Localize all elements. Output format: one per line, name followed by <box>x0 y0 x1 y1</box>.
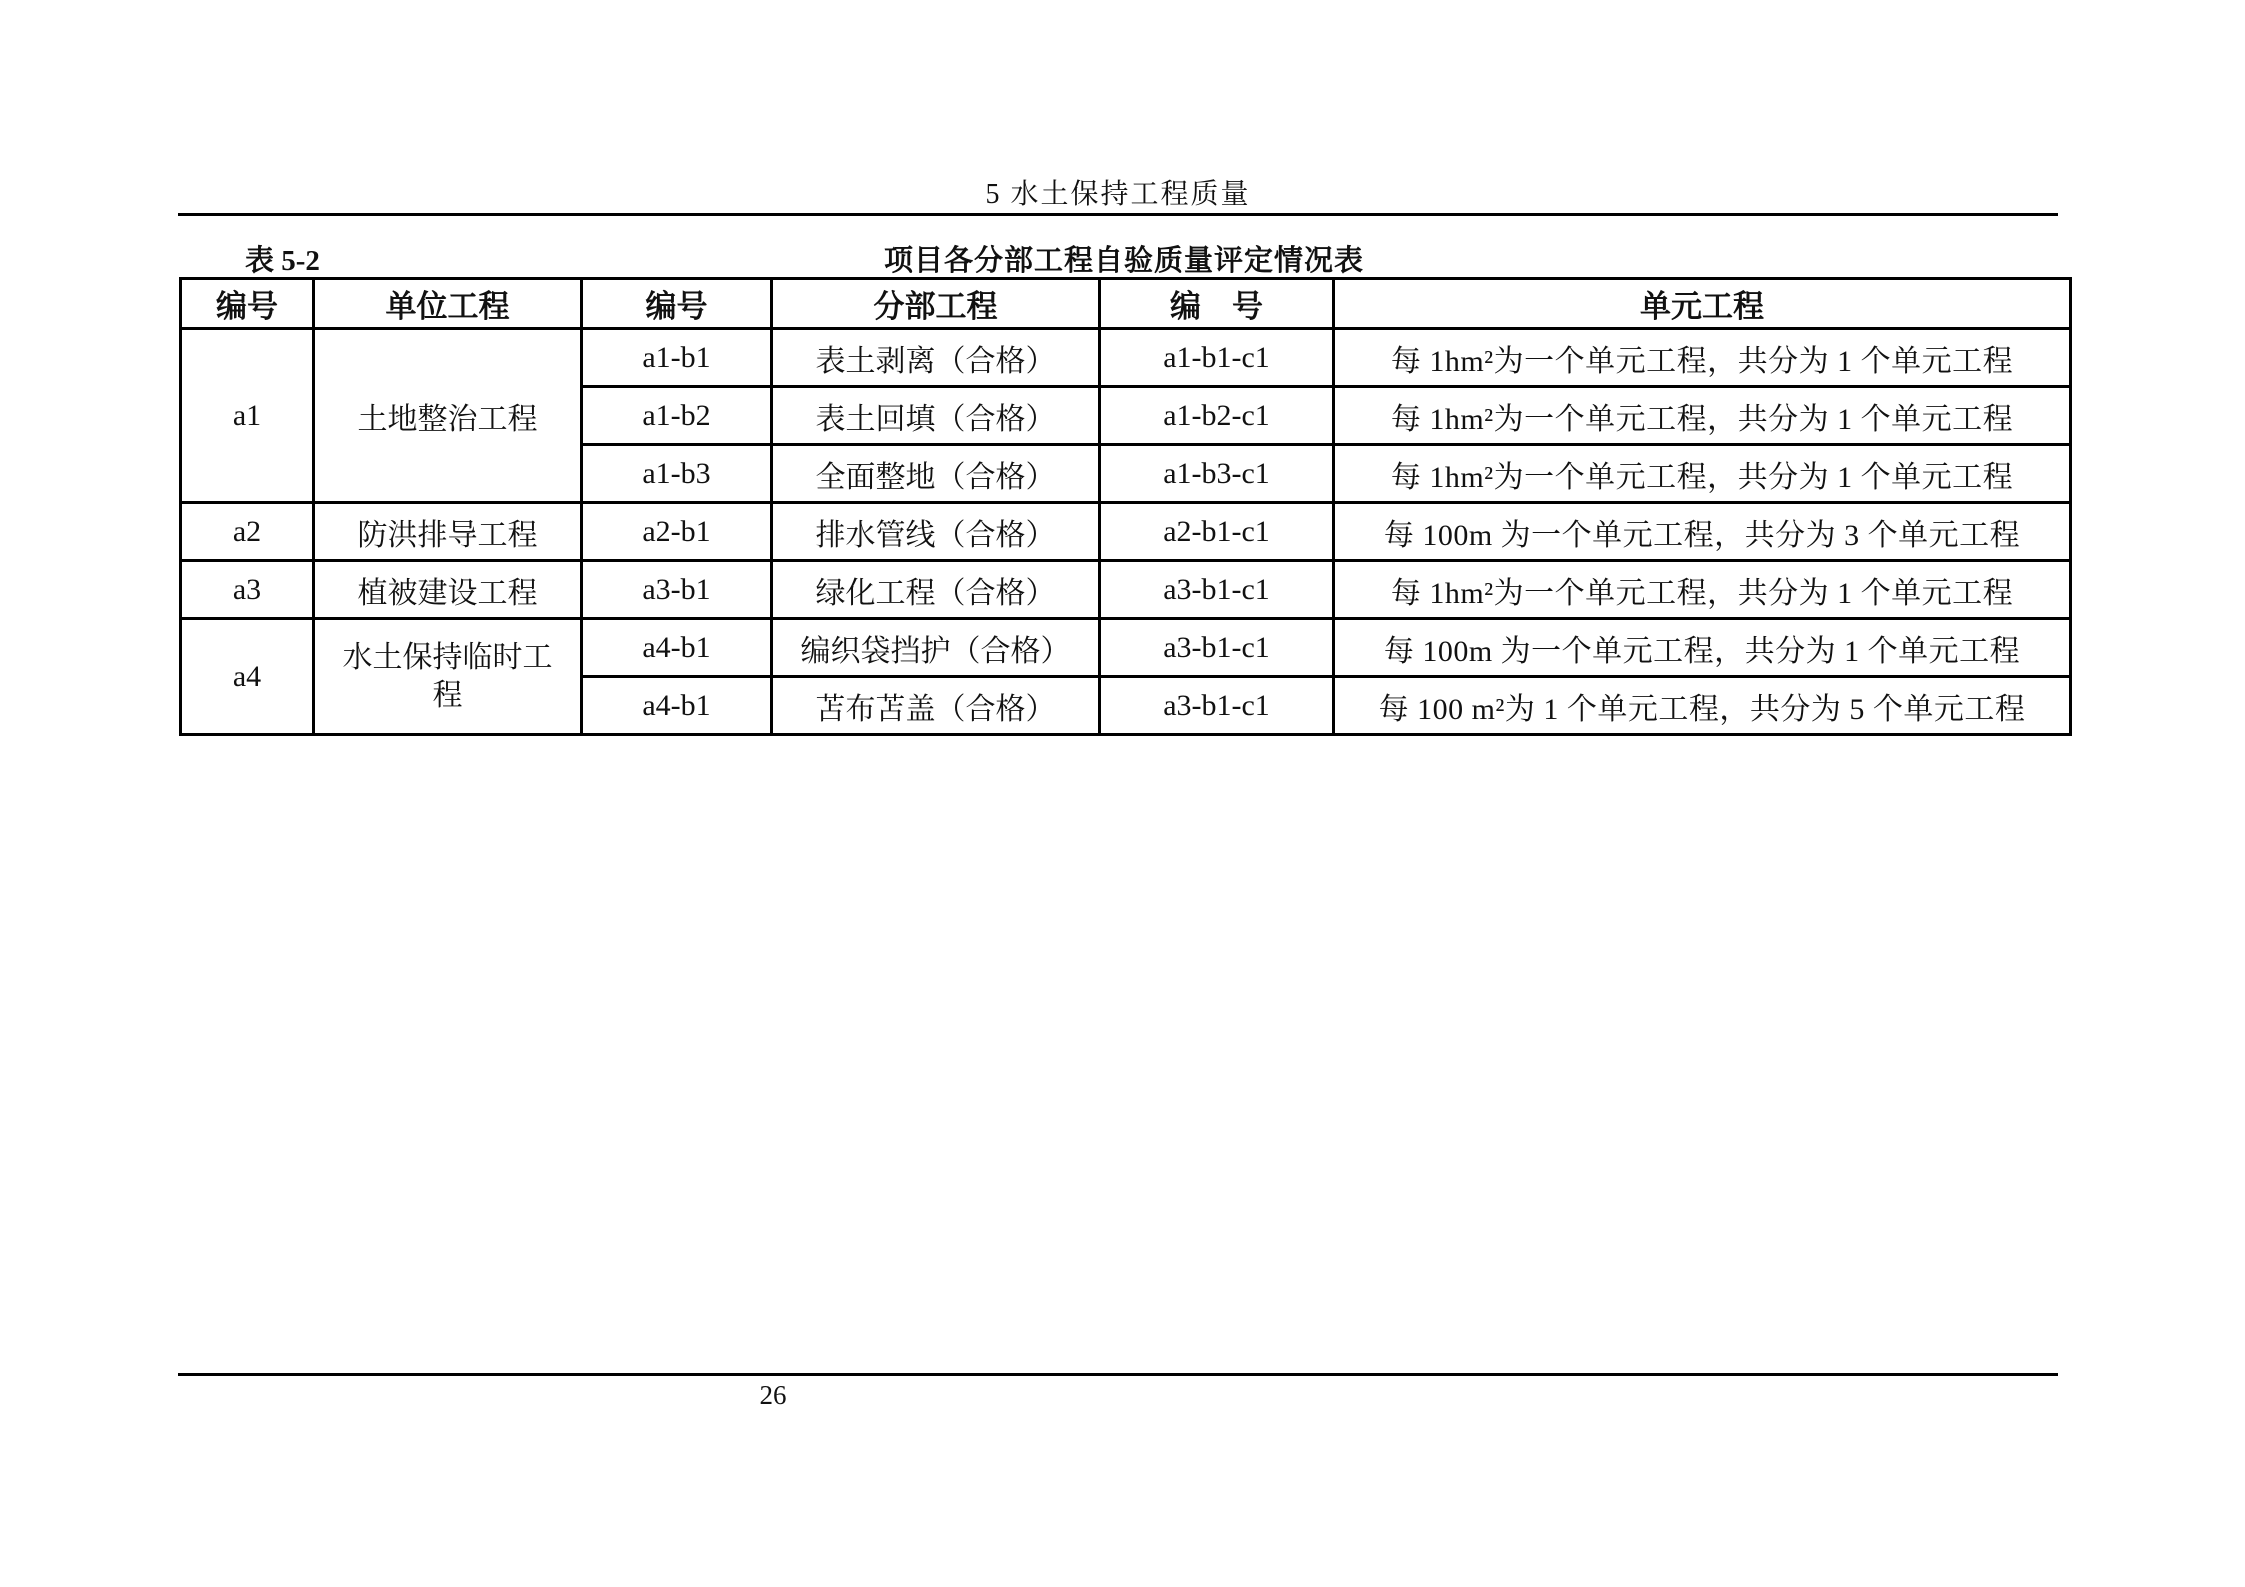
table-row <box>181 561 2071 619</box>
header-elem-project: 单元工程 <box>1334 279 2071 329</box>
header-unit-project: 单位工程 <box>314 279 582 329</box>
cell-sub-code: a1-b3 <box>582 445 772 503</box>
header-sub-project: 分部工程 <box>772 279 1100 329</box>
page-header-title: 5 水土保持工程质量 <box>985 179 1251 210</box>
footer-rule <box>178 1373 2058 1376</box>
table-caption-label: 表 5-2 <box>245 245 320 277</box>
cell-sub-name: 编织袋挡护（合格） <box>772 619 1100 677</box>
cell-elem-code: a3-b1-c1 <box>1100 619 1334 677</box>
cell-elem-desc: 每 100 m²为 1 个单元工程，共分为 5 个单元工程 <box>1334 677 2071 735</box>
cell-elem-desc: 每 1hm²为一个单元工程，共分为 1 个单元工程 <box>1334 561 2071 619</box>
header-elem-code: 编 号 <box>1100 279 1334 329</box>
header-unit-code: 编号 <box>181 279 314 329</box>
table-row <box>181 503 2071 561</box>
table-caption-row <box>179 238 2069 276</box>
header-sub-code: 编号 <box>582 279 772 329</box>
cell-elem-desc: 每 1hm²为一个单元工程，共分为 1 个单元工程 <box>1334 387 2071 445</box>
cell-elem-desc: 每 100m 为一个单元工程，共分为 1 个单元工程 <box>1334 619 2071 677</box>
quality-evaluation-table <box>179 277 2072 736</box>
cell-unit-name <box>314 619 582 735</box>
cell-sub-name: 苫布苫盖（合格） <box>772 677 1100 735</box>
cell-unit-name: 防洪排导工程 <box>314 503 582 561</box>
cell-sub-name: 绿化工程（合格） <box>772 561 1100 619</box>
cell-unit-code: a3 <box>181 561 314 619</box>
cell-sub-name: 表土回填（合格） <box>772 387 1100 445</box>
cell-unit-code: a4 <box>181 619 314 735</box>
header-rule <box>178 213 2058 216</box>
page-number: 26 <box>759 1380 787 1410</box>
cell-sub-code: a4-b1 <box>582 677 772 735</box>
cell-elem-code: a2-b1-c1 <box>1100 503 1334 561</box>
table-row <box>181 619 2071 677</box>
cell-sub-code: a2-b1 <box>582 503 772 561</box>
cell-elem-desc: 每 1hm²为一个单元工程，共分为 1 个单元工程 <box>1334 329 2071 387</box>
cell-sub-code: a3-b1 <box>582 561 772 619</box>
cell-unit-name-text: 水土保持临时工程 <box>342 641 553 712</box>
cell-elem-code: a3-b1-c1 <box>1100 677 1334 735</box>
cell-sub-code: a1-b2 <box>582 387 772 445</box>
cell-elem-code: a1-b3-c1 <box>1100 445 1334 503</box>
cell-elem-code: a3-b1-c1 <box>1100 561 1334 619</box>
cell-unit-name: 土地整治工程 <box>314 329 582 503</box>
cell-sub-name: 表土剥离（合格） <box>772 329 1100 387</box>
cell-elem-code: a1-b1-c1 <box>1100 329 1334 387</box>
table-header-row <box>181 279 2071 329</box>
cell-sub-code: a1-b1 <box>582 329 772 387</box>
cell-elem-code: a1-b2-c1 <box>1100 387 1334 445</box>
cell-sub-name: 排水管线（合格） <box>772 503 1100 561</box>
cell-sub-code: a4-b1 <box>582 619 772 677</box>
table-row <box>181 329 2071 387</box>
cell-elem-desc: 每 1hm²为一个单元工程，共分为 1 个单元工程 <box>1334 445 2071 503</box>
cell-unit-code: a1 <box>181 329 314 503</box>
cell-unit-name: 植被建设工程 <box>314 561 582 619</box>
cell-sub-name: 全面整地（合格） <box>772 445 1100 503</box>
cell-unit-code: a2 <box>181 503 314 561</box>
cell-elem-desc: 每 100m 为一个单元工程，共分为 3 个单元工程 <box>1334 503 2071 561</box>
table-caption-title: 项目各分部工程自验质量评定情况表 <box>883 245 1364 277</box>
